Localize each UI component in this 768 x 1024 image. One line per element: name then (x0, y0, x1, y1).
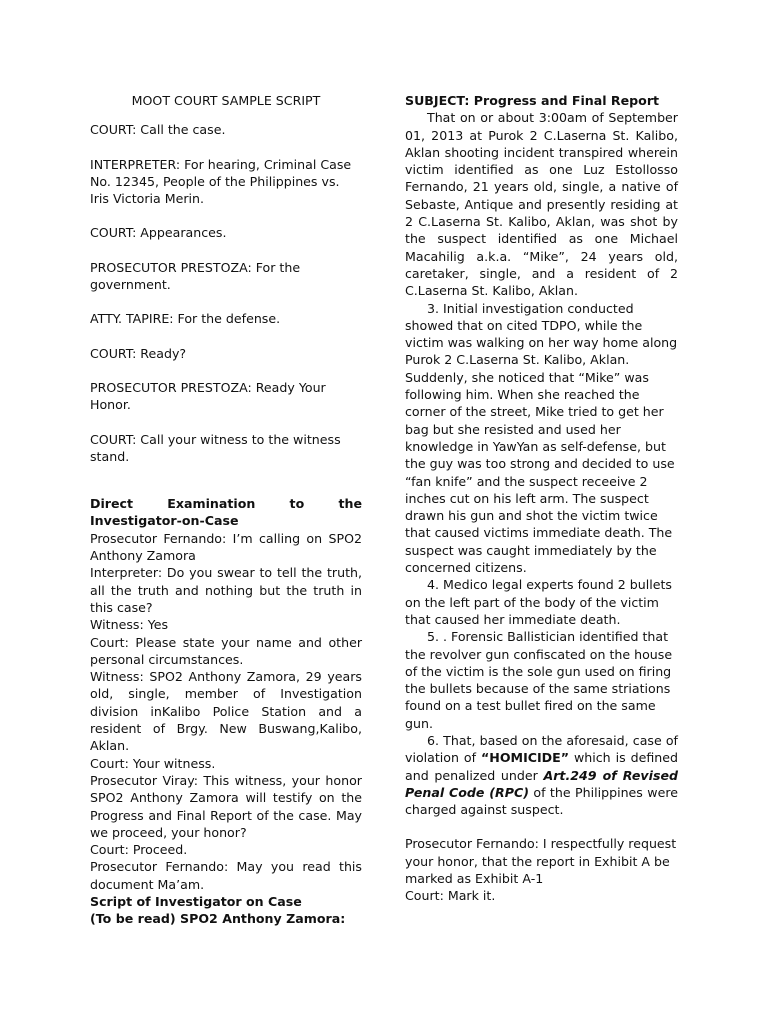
p6-text-a: 6. That, based on the aforesaid, case of violation of (405, 732, 678, 766)
court-mark-it: Court: Mark it. (405, 888, 496, 904)
heading-word: Direct (90, 496, 134, 512)
court-appearances-line: COURT: Appearances. (90, 225, 227, 241)
dialogue-line: Court: Your witness. (90, 755, 216, 771)
dialogue-line: Prosecutor Viray: This witness, your honor SPO2 Anthony Zamora will testify on the Progress and Final Report of the case. May we proceed, your honor? (90, 772, 362, 840)
heading-word: the (338, 496, 362, 512)
dialogue-line: Court: Please state your name and other personal circumstances. (90, 634, 362, 667)
right-column (405, 92, 678, 905)
court-ready-line: COURT: Ready? (90, 345, 187, 361)
report-paragraph-4: 4. Medico legal experts found 2 bullets on the left part of the body of the victim that caused her immediate death. (405, 577, 672, 627)
report-paragraph-1: That on or about 3:00am of September 01, 2013 at Purok 2 C.Laserna St. Kalibo, Aklan shooting incident transpired wherein victim identified as one Luz Estollosso Fernando, 21 years old, single, a native of Sebaste, Antique and presently residing at 2 C.Laserna St. Kalibo, Aklan, was shot by the suspect identified as one Michael Macahilig a.k.a. “Mike”, 24 years old, caretaker, single, and a resident of 2 C.Laserna St. Kalibo, Aklan. (405, 110, 678, 299)
report-paragraph-5: 5. . Forensic Ballistician identified that the revolver gun confiscated on the house of the victim is the sole gun used on firing the bullets because of the same striations found on a test bullet fired on the same gun. (405, 629, 673, 731)
dialogue-line: Court: Proceed. (90, 842, 188, 858)
script-subheading: (To be read) SPO2 Anthony Zamora: (90, 911, 346, 927)
p6-text-b: which is defined and penalized under (405, 750, 678, 783)
defense-appearance-line: ATTY. TAPIRE: For the defense. (90, 311, 281, 327)
direct-examination-heading (90, 495, 362, 530)
dialogue-line: Interpreter: Do you swear to tell the truth, all the truth and nothing but the truth in this case? (90, 565, 362, 615)
heading-word: Examination (167, 496, 256, 512)
report-paragraph-6 (405, 732, 678, 818)
closing-request: Prosecutor Fernando: I respectfully request your honor, that the report in Exhibit A be marked as Exhibit A-1 (405, 836, 677, 887)
heading-line-2: Investigator-on-Case (90, 513, 239, 529)
script-heading: Script of Investigator on Case (90, 893, 302, 909)
homicide-term: “HOMICIDE” (481, 750, 570, 766)
interpreter-line: INTERPRETER: For hearing, Criminal Case No. 12345, People of the Philippines vs. Iris Victoria Merin. (90, 156, 352, 207)
report-paragraph-3: 3. Initial investigation conducted showed that on cited TDPO, while the victim was walking on her way home along Purok 2 C.Laserna St. Kalibo, Aklan. Suddenly, she noticed that “Mike” was following him. When she reached the corner of the street, Mike tried to get her bag but she resisted and used her knowledge in YawYan as self-defense, but the guy was too strong and decided to use “fan knife” and the suspect receeive 2 inches cut on his left arm. The suspect drawn his gun and shot the victim twice that caused victims immediate death. The suspect was caught immediately by the concerned citizens. (405, 300, 678, 576)
p6-text-c: of the Philippines were charged against suspect. (405, 784, 678, 818)
court-call-witness-line: COURT: Call your witness to the witness stand. (90, 431, 341, 464)
left-column (90, 92, 362, 928)
prosecutor-appearance-line: PROSECUTOR PRESTOZA: For the government. (90, 259, 301, 293)
dialogue-line: Prosecutor Fernando: I’m calling on SPO2 Anthony Zamora (90, 530, 362, 564)
dialogue-line: Witness: Yes (90, 617, 169, 633)
dialogue-line: Prosecutor Fernando: May you read this document Ma’am. (90, 859, 362, 892)
prosecutor-ready-line: PROSECUTOR PRESTOZA: Ready Your Honor. (90, 379, 326, 413)
heading-word: to (289, 496, 305, 512)
script-title: MOOT COURT SAMPLE SCRIPT (131, 93, 321, 108)
court-call-line: COURT: Call the case. (90, 122, 226, 138)
article-reference: Art.249 of Revised Penal Code (RPC) (405, 767, 678, 800)
dialogue-line: Witness: SPO2 Anthony Zamora, 29 years old, single, member of Investigation division inKalibo Police Station and a resident of Brgy. New Buswang,Kalibo, Aklan. (90, 669, 362, 754)
subject-heading: SUBJECT: Progress and Final Report (405, 93, 660, 108)
